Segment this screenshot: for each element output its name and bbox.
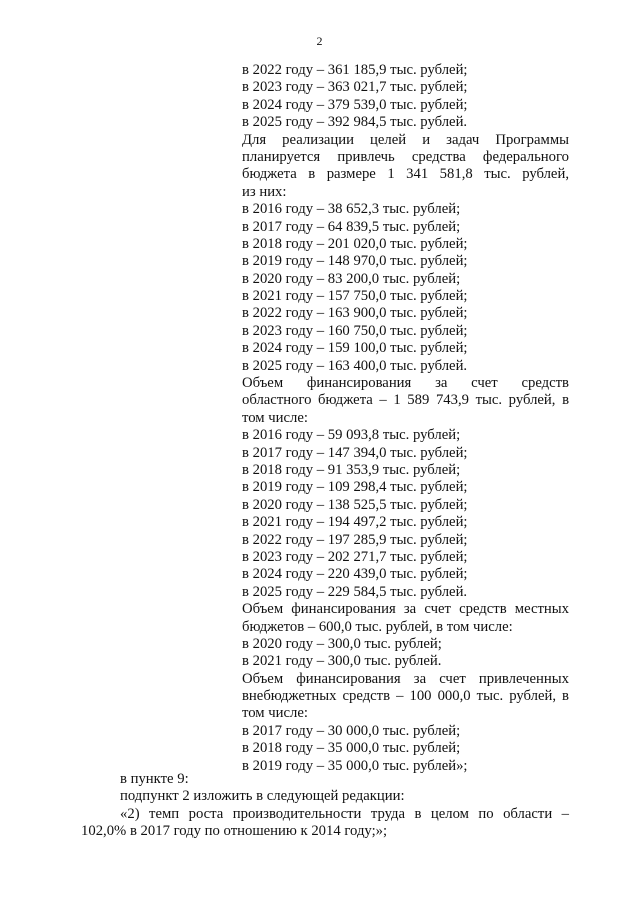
text-line: в 2019 году – 148 970,0 тыс. рублей; [242, 253, 468, 270]
text-line: в 2017 году – 30 000,0 тыс. рублей; [242, 722, 461, 739]
text-line: в 2019 году – 35 000,0 тыс. рублей»; [242, 757, 468, 774]
text-line: в 2018 году – 35 000,0 тыс. рублей; [242, 740, 461, 757]
text-line: в 2025 году – 392 984,5 тыс. рублей. [242, 114, 468, 131]
text-line: в пункте 9: [120, 771, 189, 787]
text-line: Объем финансирования за счет средств местных [242, 601, 569, 618]
text-line: областного бюджета – 1 589 743,9 тыс. рублей, в [242, 392, 569, 409]
program-financing-column [242, 62, 569, 775]
text-line: в 2020 году – 138 525,5 тыс. рублей; [242, 496, 468, 513]
text-line: в 2025 году – 163 400,0 тыс. рублей. [242, 357, 468, 374]
text-line: в 2018 году – 91 353,9 тыс. рублей; [242, 461, 461, 478]
text-line: в 2023 году – 363 021,7 тыс. рублей; [242, 79, 468, 96]
text-line: подпункт 2 изложить в следующей редакции: [120, 788, 405, 805]
text-line: в 2023 году – 202 271,7 тыс. рублей; [242, 548, 468, 565]
text-line: планируется привлечь средства федерального [242, 148, 569, 165]
text-line: в 2024 году – 379 539,0 тыс. рублей; [242, 96, 468, 113]
text-line: Объем финансирования за счет средств [242, 375, 569, 392]
text-line: из них: [242, 183, 287, 200]
text-line: Для реализации целей и задач Программы [242, 131, 569, 148]
text-line: бюджета в размере 1 341 581,8 тыс. рублей, [242, 166, 569, 183]
page-number: 2 [316, 34, 323, 48]
text-line: бюджетов – 600,0 тыс. рублей, в том числе: [242, 618, 513, 635]
text-line: том числе: [242, 409, 308, 426]
text-line: «2) темп роста производительности труда в целом по области – [120, 805, 569, 822]
text-line: в 2021 году – 300,0 тыс. рублей. [242, 653, 442, 670]
text-line: том числе: [242, 705, 308, 722]
text-line: в 2024 году – 220 439,0 тыс. рублей; [242, 566, 468, 583]
text-line: в 2016 году – 59 093,8 тыс. рублей; [242, 427, 461, 444]
text-line: в 2022 году – 197 285,9 тыс. рублей; [242, 531, 468, 548]
text-line: в 2016 году – 38 652,3 тыс. рублей; [242, 201, 461, 218]
text-line: в 2019 году – 109 298,4 тыс. рублей; [242, 479, 468, 496]
text-line: в 2017 году – 147 394,0 тыс. рублей; [242, 444, 468, 461]
text-line: в 2021 году – 194 497,2 тыс. рублей; [242, 514, 468, 531]
text-line: в 2022 году – 163 900,0 тыс. рублей; [242, 305, 468, 322]
text-line: 102,0% в 2017 году по отношению к 2014 году;»; [81, 823, 388, 840]
text-line: в 2021 году – 157 750,0 тыс. рублей; [242, 288, 468, 305]
text-line: в 2024 году – 159 100,0 тыс. рублей; [242, 340, 468, 357]
text-line: в 2017 году – 64 839,5 тыс. рублей; [242, 218, 461, 235]
text-line: в 2023 году – 160 750,0 тыс. рублей; [242, 322, 468, 339]
text-line: в 2020 году – 300,0 тыс. рублей; [242, 635, 442, 652]
amendment-paragraphs [81, 771, 569, 841]
text-line: Объем финансирования за счет привлеченных [242, 670, 569, 687]
text-line: в 2025 году – 229 584,5 тыс. рублей. [242, 583, 468, 600]
text-line: внебюджетных средств – 100 000,0 тыс. рублей, в [242, 688, 569, 705]
text-line: в 2020 году – 83 200,0 тыс. рублей; [242, 270, 461, 287]
text-line: в 2018 году – 201 020,0 тыс. рублей; [242, 235, 468, 252]
text-line: в 2022 году – 361 185,9 тыс. рублей; [242, 62, 468, 78]
